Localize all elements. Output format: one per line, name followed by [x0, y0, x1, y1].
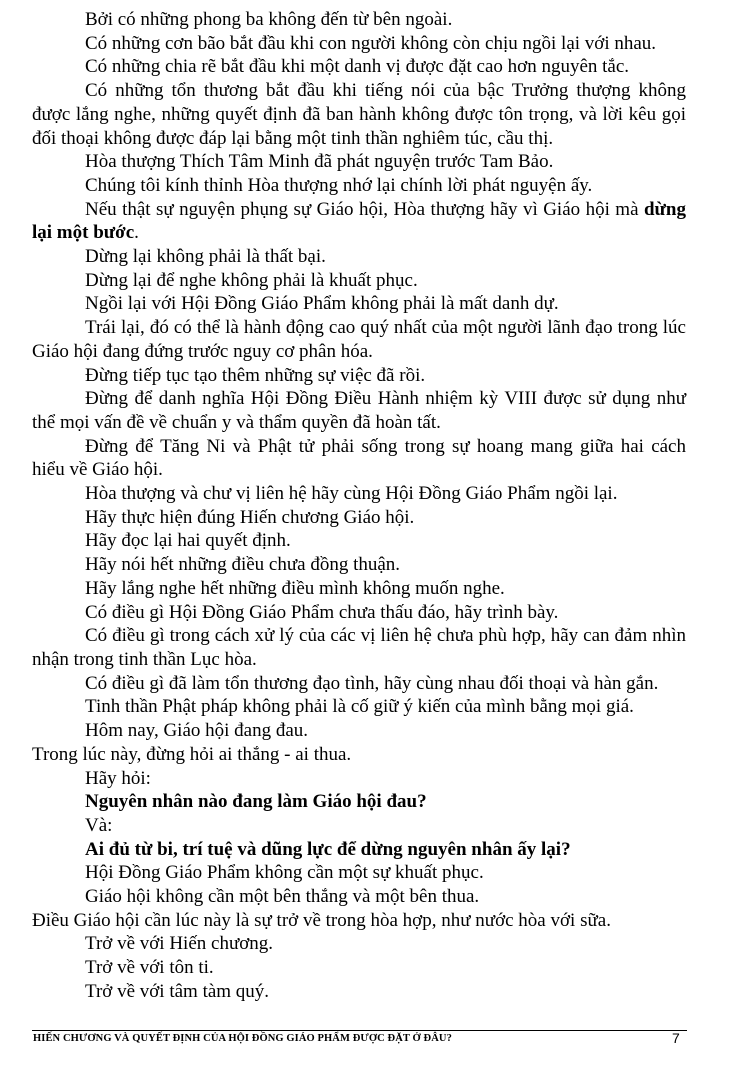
paragraph-text: Điều Giáo hội cần lúc này là sự trở về trong hòa hợp, như nước hòa với sữa.	[32, 909, 611, 931]
paragraph	[32, 482, 686, 506]
paragraph-tail: .	[134, 222, 139, 244]
paragraph	[32, 150, 686, 174]
paragraph-text: Có những cơn bão bắt đầu khi con người không còn chịu ngồi lại với nhau.	[85, 32, 657, 54]
paragraph	[32, 624, 686, 671]
bold-emphasis: Ai đủ từ bi, trí tuệ và dũng lực để dừng nguyên nhân ấy lại?	[85, 838, 571, 860]
paragraph	[32, 32, 686, 56]
paragraph-text: Nếu thật sự nguyện phụng sự Giáo hội, Hòa thượng hãy vì Giáo hội mà	[85, 198, 644, 220]
paragraph	[32, 387, 686, 434]
paragraph	[32, 8, 686, 32]
page-number: 7	[672, 1030, 680, 1046]
paragraph	[32, 506, 686, 530]
running-footer-title: HIẾN CHƯƠNG VÀ QUYẾT ĐỊNH CỦA HỘI ĐỒNG GIÁO PHẨM ĐƯỢC ĐẶT Ở ĐÂU?	[33, 1033, 452, 1044]
paragraph	[32, 672, 686, 696]
paragraph-text: Trở về với tâm tàm quý.	[85, 980, 270, 1002]
paragraph-text: Bởi có những phong ba không đến từ bên ngoài.	[85, 9, 453, 30]
paragraph	[32, 932, 686, 956]
paragraph-text: Trở về với tôn ti.	[85, 957, 214, 979]
paragraph-text: Có điều gì Hội Đồng Giáo Phẩm chưa thấu đáo, hãy trình bày.	[85, 601, 559, 623]
paragraph	[32, 174, 686, 198]
paragraph	[32, 601, 686, 625]
paragraph	[32, 577, 686, 601]
paragraph	[32, 767, 686, 791]
paragraph-text: Có những chia rẽ bắt đầu khi một danh vị được đặt cao hơn nguyên tắc.	[85, 56, 630, 78]
paragraph	[32, 980, 686, 1004]
paragraph-text: Hãy đọc lại hai quyết định.	[85, 530, 291, 552]
bold-emphasis: dừng lại một bước	[32, 198, 686, 244]
paragraph-text: Hòa thượng Thích Tâm Minh đã phát nguyện trước Tam Bảo.	[85, 151, 554, 173]
footer-divider	[32, 1030, 687, 1031]
paragraph-text: Tinh thần Phật pháp không phải là cố giữ ý kiến của mình bằng mọi giá.	[85, 696, 634, 718]
paragraph-text: Ngồi lại với Hội Đồng Giáo Phẩm không phải là mất danh dự.	[85, 293, 559, 315]
paragraph-text: Hội Đồng Giáo Phẩm không cần một sự khuất phục.	[85, 862, 484, 884]
paragraph-text: Có điều gì đã làm tổn thương đạo tình, hãy cùng nhau đối thoại và hàn gắn.	[85, 672, 659, 694]
paragraph	[32, 198, 686, 245]
paragraph-text: Hãy thực hiện đúng Hiến chương Giáo hội.	[85, 506, 415, 528]
paragraph-text: Đừng tiếp tục tạo thêm những sự việc đã rồi.	[85, 364, 426, 386]
paragraph-text: Trong lúc này, đừng hỏi ai thắng - ai thua.	[32, 743, 352, 765]
paragraph-text: Trái lại, đó có thể là hành động cao quý nhất của một người lãnh đạo trong lúc Giáo hội đang đứng trước nguy cơ phân hóa.	[32, 317, 686, 362]
paragraph	[32, 743, 686, 767]
paragraph	[32, 364, 686, 388]
paragraph	[32, 861, 686, 885]
paragraph-text: Hòa thượng và chư vị liên hệ hãy cùng Hội Đồng Giáo Phẩm ngồi lại.	[85, 483, 618, 505]
paragraph-text: Hãy lắng nghe hết những điều mình không muốn nghe.	[85, 577, 505, 599]
paragraph	[32, 55, 686, 79]
paragraph-text: Có những tổn thương bắt đầu khi tiếng nói của bậc Trưởng thượng không được lắng nghe, những quyết định đã ban hành không được tôn trọng, và lời kêu gọi đối thoại không được đáp lại bằng một tinh thần nghiêm túc, cầu thị.	[32, 80, 686, 149]
paragraph-text: Trở về với Hiến chương.	[85, 933, 274, 955]
paragraph-text: Đừng để danh nghĩa Hội Đồng Điều Hành nhiệm kỳ VIII được sử dụng như thể mọi vấn đề về chuẩn y và thẩm quyền đã hoàn tất.	[32, 388, 686, 433]
paragraph	[32, 814, 686, 838]
paragraph	[32, 435, 686, 482]
paragraph	[32, 292, 686, 316]
paragraph	[32, 269, 686, 293]
paragraph-text: Hôm nay, Giáo hội đang đau.	[85, 720, 309, 742]
paragraph-text: Hãy nói hết những điều chưa đồng thuận.	[85, 554, 401, 576]
paragraph	[32, 885, 686, 909]
paragraph	[32, 695, 686, 719]
paragraph-text: Dừng lại để nghe không phải là khuất phục.	[85, 269, 418, 291]
paragraph	[32, 553, 686, 577]
paragraph	[32, 529, 686, 553]
paragraph-text: Chúng tôi kính thỉnh Hòa thượng nhớ lại chính lời phát nguyện ấy.	[85, 174, 593, 196]
paragraph	[32, 790, 686, 814]
paragraph	[32, 956, 686, 980]
paragraph	[32, 316, 686, 363]
paragraph-text: Và:	[85, 814, 113, 836]
document-body	[32, 8, 686, 1004]
paragraph-text: Giáo hội không cần một bên thắng và một bên thua.	[85, 886, 480, 908]
paragraph-text: Có điều gì trong cách xử lý của các vị liên hệ chưa phù hợp, hãy can đảm nhìn nhận trong tinh thần Lục hòa.	[32, 625, 686, 670]
paragraph-text: Hãy hỏi:	[85, 767, 151, 789]
paragraph	[32, 79, 686, 150]
paragraph	[32, 909, 686, 933]
bold-emphasis: Nguyên nhân nào đang làm Giáo hội đau?	[85, 791, 427, 813]
paragraph-text: Đừng để Tăng Ni và Phật tử phải sống trong sự hoang mang giữa hai cách hiểu về Giáo hội.	[32, 435, 686, 481]
paragraph-text: Dừng lại không phải là thất bại.	[85, 246, 326, 268]
paragraph	[32, 719, 686, 743]
paragraph	[32, 838, 686, 862]
paragraph	[32, 245, 686, 269]
